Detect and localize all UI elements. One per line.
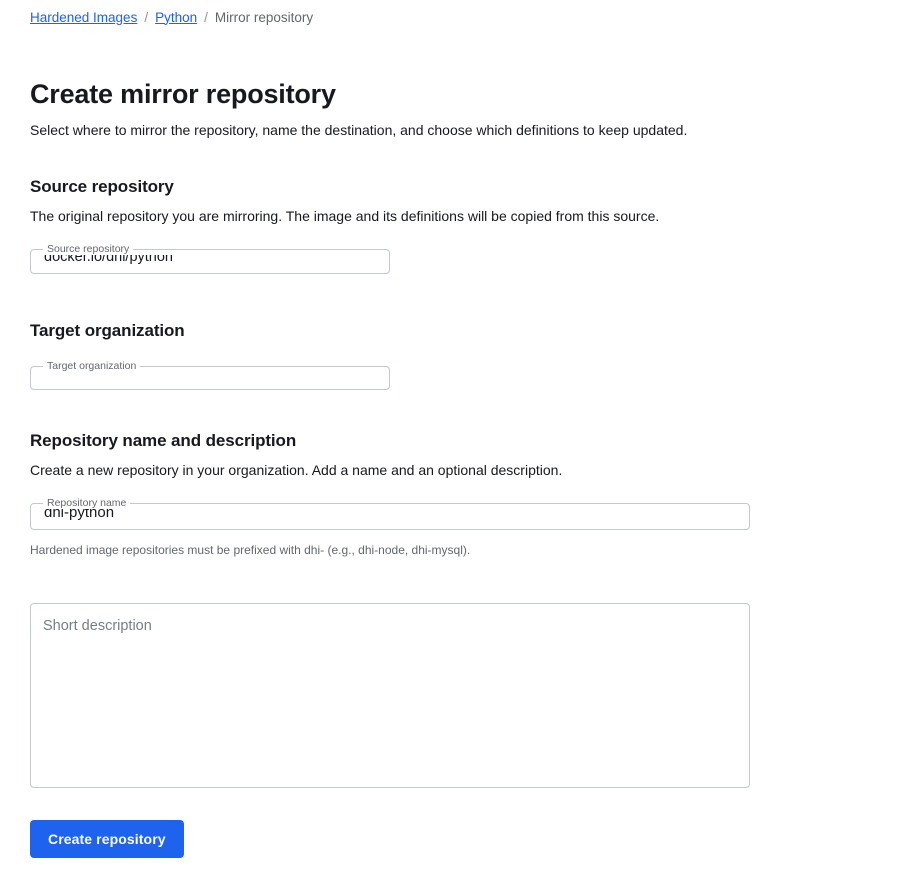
target-organization-input[interactable] [40,371,380,389]
breadcrumb-item-hardened-images[interactable]: Hardened Images [30,9,138,25]
repository-name-field[interactable] [30,498,870,530]
breadcrumb-item-python[interactable]: Python [155,9,198,25]
source-repository-field[interactable] [30,244,870,274]
repository-name-helper-text: Hardened image repositories must be prefixed with dhi- (e.g., dhi-node, dhi-mysql). [30,542,471,557]
breadcrumb [30,0,870,30]
short-description-field[interactable] [30,603,750,788]
page-subtitle: Select where to mirror the repository, name the destination, and choose which definitions to keep updated. [30,122,688,139]
page-title: Create mirror repository [30,79,336,109]
source-section-description: The original repository you are mirroring. The image and its definitions will be copied from this source. [30,208,660,225]
source-section-title: Source repository [30,177,174,197]
repository-name-input[interactable] [40,509,740,529]
name-section-title: Repository name and description [30,431,297,451]
breadcrumb-item-mirror-repository: Mirror repository [214,9,314,25]
repository-name-section [30,431,870,788]
repository-name-label: Repository name [47,497,127,510]
short-description-textarea[interactable] [43,618,737,773]
breadcrumb-separator: / [204,9,208,25]
name-section-description: Create a new repository in your organization. Add a name and an optional description. [30,462,563,479]
source-repository-input[interactable] [40,255,380,273]
source-repository-section [30,177,870,274]
target-organization-section [30,321,870,391]
breadcrumb-separator: / [144,9,149,25]
source-repository-label: Source repository [47,243,130,256]
create-repository-button[interactable]: Create repository [30,820,184,858]
target-organization-field[interactable] [30,361,870,391]
form-actions [30,820,870,858]
target-section-title: Target organization [30,320,185,340]
target-organization-label: Target organization [47,359,137,372]
